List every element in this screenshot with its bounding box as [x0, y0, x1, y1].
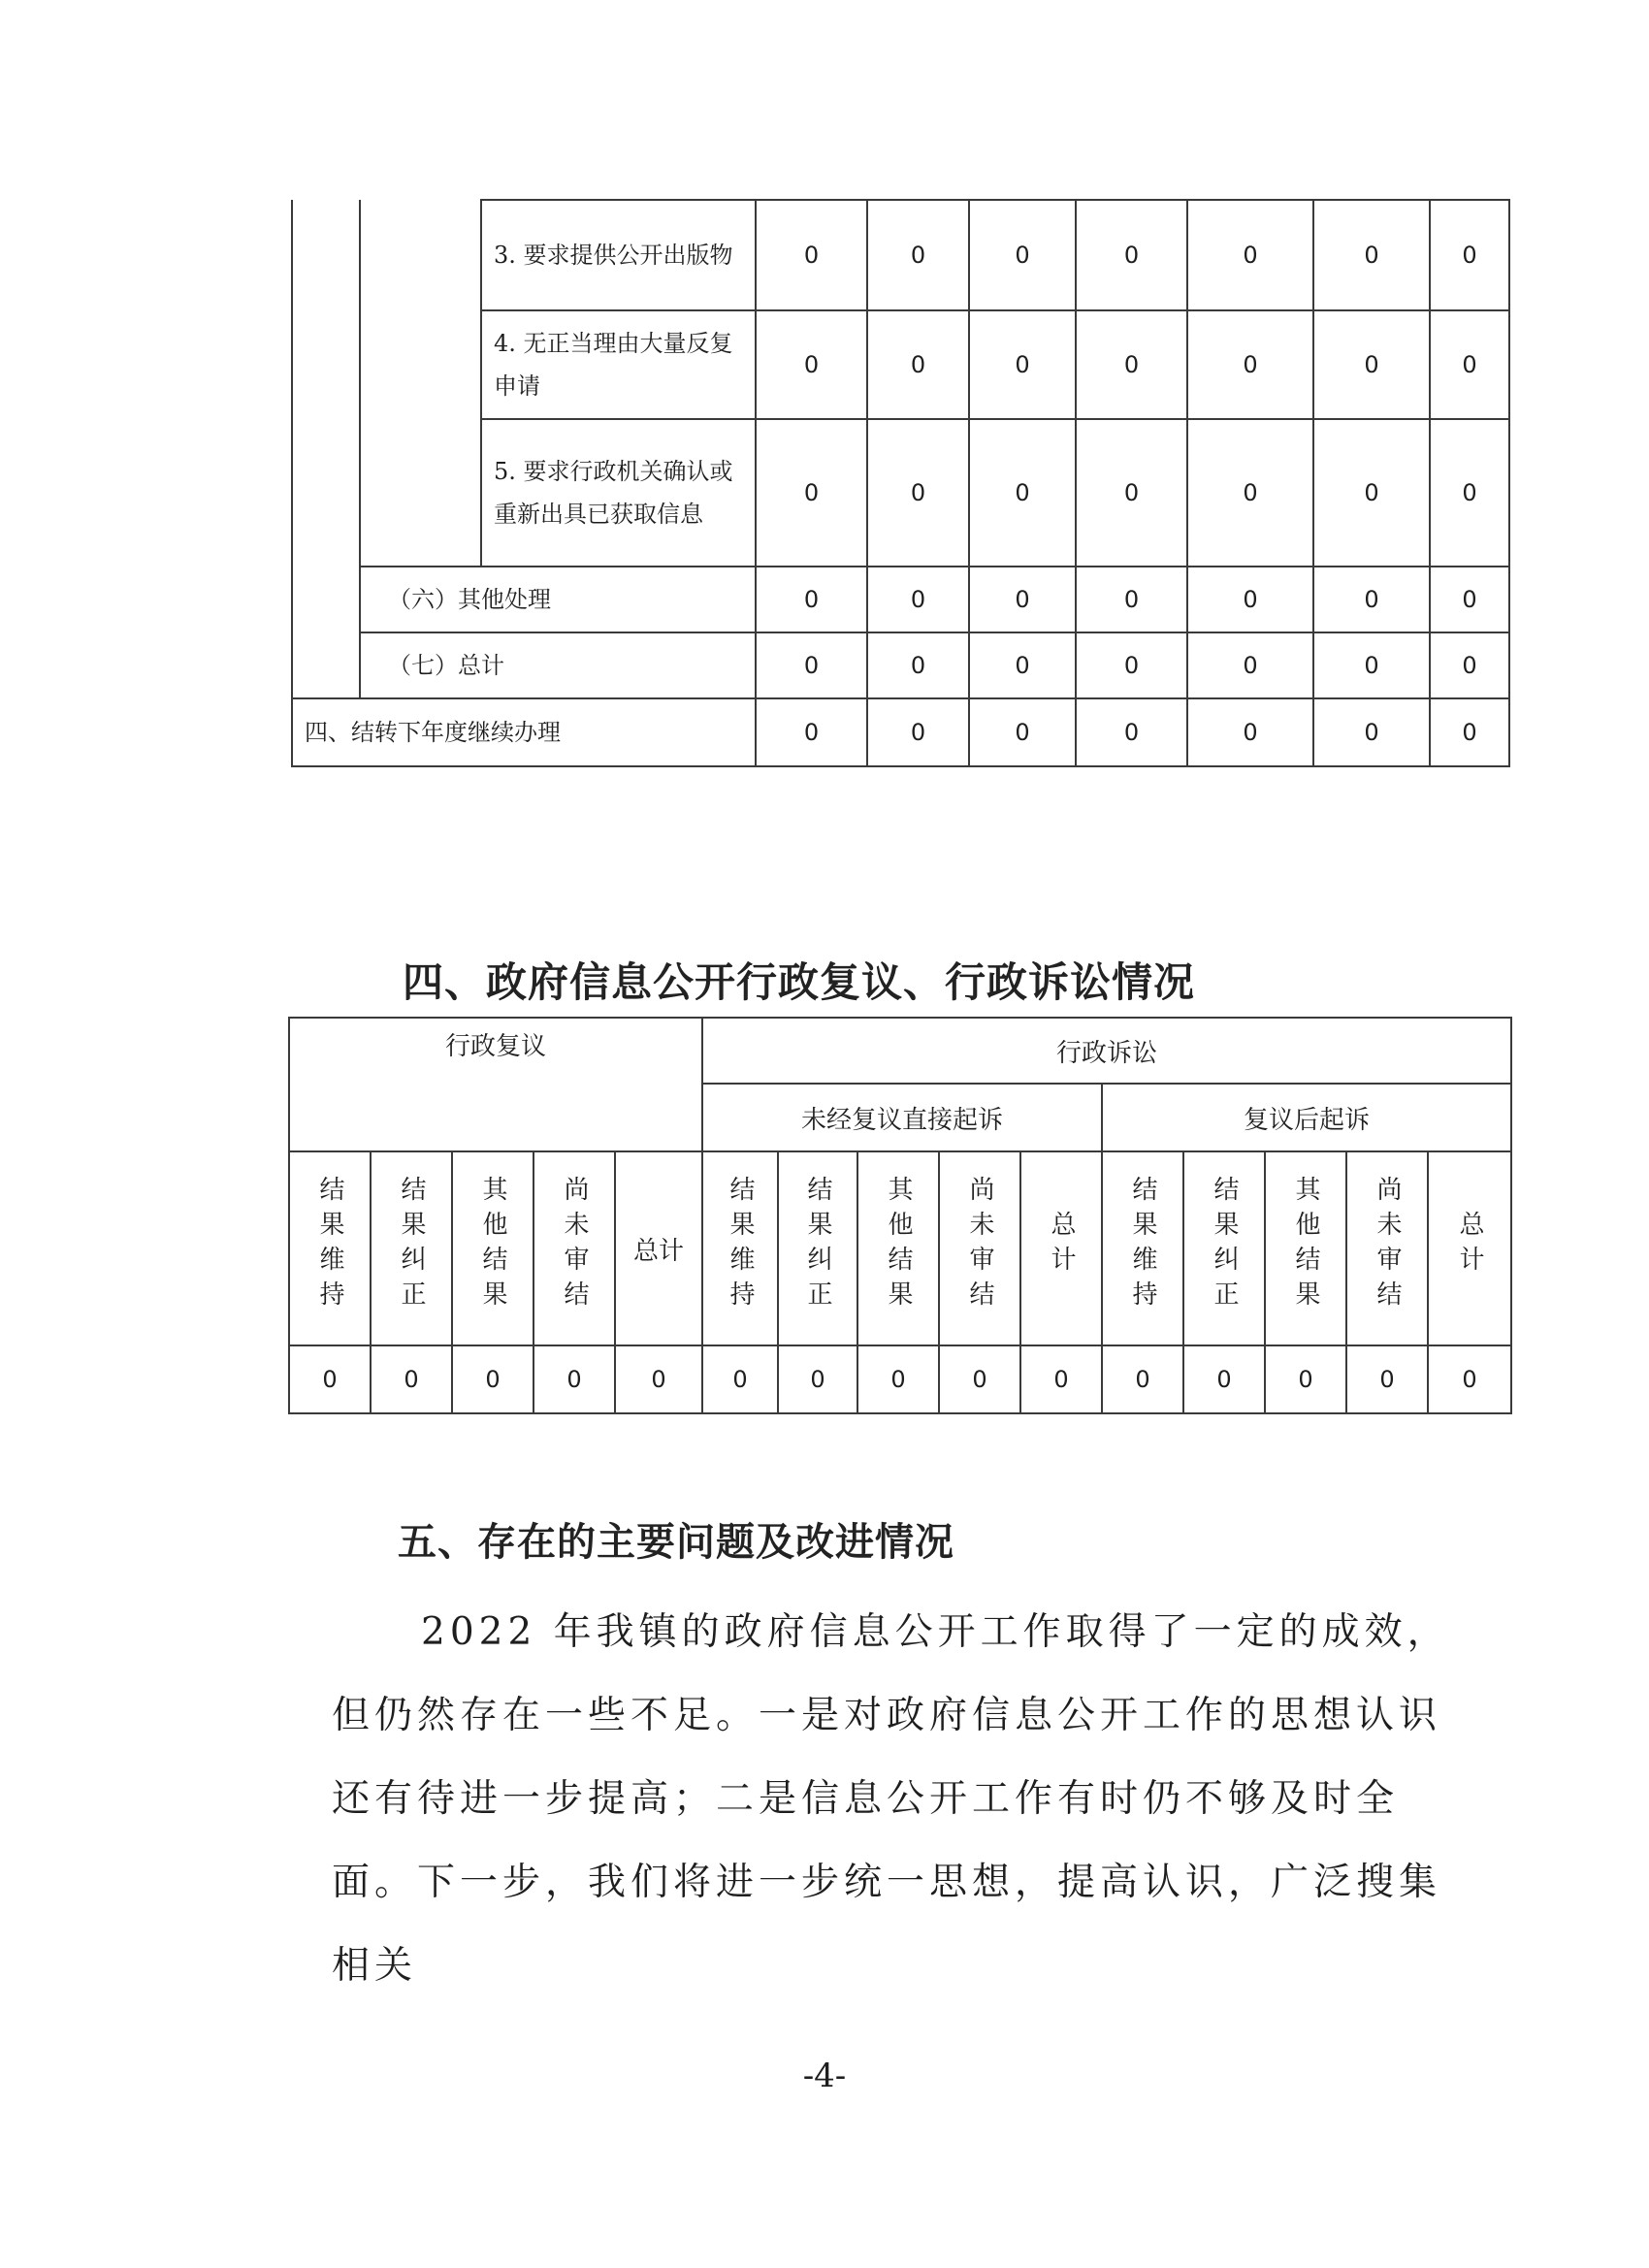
table-cell: 0: [1187, 200, 1313, 310]
col-header: 总计: [615, 1151, 702, 1345]
table-cell: 0: [1313, 567, 1430, 632]
row-label: 5. 要求行政机关确认或重新出具已获取信息: [481, 419, 756, 567]
row-label: 3. 要求提供公开出版物: [481, 200, 756, 310]
col-header: 结果维持: [702, 1151, 778, 1345]
table-cell: 0: [1265, 1345, 1346, 1413]
table-cell: 0: [969, 567, 1076, 632]
header-litigation: 行政诉讼: [702, 1018, 1511, 1084]
table-cell: 0: [702, 1345, 778, 1413]
row-label: （六）其他处理: [360, 567, 756, 632]
row-label: （七）总计: [360, 632, 756, 698]
table-cell: 0: [1428, 1345, 1511, 1413]
table-cell: 0: [778, 1345, 857, 1413]
table-cell: 0: [289, 1345, 371, 1413]
table-cell: 0: [1313, 419, 1430, 567]
table-cell: 0: [867, 567, 969, 632]
table-cell: 0: [756, 567, 867, 632]
table-cell: 0: [756, 419, 867, 567]
col-header: 尚未审结: [939, 1151, 1020, 1345]
table-row: [289, 1345, 1511, 1413]
col-header: 总计: [1020, 1151, 1102, 1345]
col-header: 结果维持: [1102, 1151, 1183, 1345]
table-cell: 0: [756, 200, 867, 310]
table-cell: 0: [939, 1345, 1020, 1413]
table-cell: 0: [1313, 632, 1430, 698]
table-row: [292, 632, 1509, 698]
table-cell: 0: [867, 698, 969, 766]
table-cell: 0: [969, 200, 1076, 310]
table-cell: 0: [1076, 310, 1187, 419]
col-header: 总计: [1428, 1151, 1511, 1345]
table-cell: 0: [867, 419, 969, 567]
table-row: [289, 1018, 1511, 1084]
col-header: 结果维持: [289, 1151, 371, 1345]
table-cell: 0: [756, 632, 867, 698]
table-cell: 0: [1076, 567, 1187, 632]
col-header: 结果纠正: [1183, 1151, 1265, 1345]
table-cell: 0: [1430, 310, 1509, 419]
table-cell: 0: [969, 632, 1076, 698]
paragraph-text: 2022 年我镇的政府信息公开工作取得了一定的成效，但仍然存在一些不足。一是对政府信息公开工作的思想认识还有待进一步提高；二是信息公开工作有时仍不够及时全面。下一步，我们将进一步统一思想，提高认识，广泛搜集相关: [332, 1610, 1450, 1988]
table-cell: 0: [1313, 310, 1430, 419]
table-cell: 0: [867, 200, 969, 310]
application-handling-table: [291, 199, 1510, 767]
col-header: 其他结果: [452, 1151, 534, 1345]
table-row: [292, 200, 1509, 310]
table-cell: 0: [867, 310, 969, 419]
section5-paragraph: [332, 1591, 1457, 2008]
table-cell: 0: [371, 1345, 452, 1413]
table-cell: 0: [1076, 632, 1187, 698]
table-cell: 0: [1430, 200, 1509, 310]
col-header: 其他结果: [1265, 1151, 1346, 1345]
col-header: 尚未审结: [534, 1151, 615, 1345]
table-cell: 0: [1430, 698, 1509, 766]
table-cell: 0: [1187, 567, 1313, 632]
table-cell: 0: [1346, 1345, 1428, 1413]
table-cell: 0: [756, 698, 867, 766]
table-cell: 0: [1430, 419, 1509, 567]
table-cell: 0: [1187, 698, 1313, 766]
table-cell: 0: [969, 698, 1076, 766]
table-cell: 0: [452, 1345, 534, 1413]
table-cell: 0: [1076, 200, 1187, 310]
table-cell: 0: [756, 310, 867, 419]
row-label: 四、结转下年度继续办理: [292, 698, 756, 766]
table-cell: 0: [1313, 200, 1430, 310]
reconsideration-litigation-table: [288, 1017, 1512, 1414]
table-cell: 0: [1430, 632, 1509, 698]
table-cell: 0: [1020, 1345, 1102, 1413]
section5-title: 五、存在的主要问题及改进情况: [398, 1520, 954, 1565]
table-cell: 0: [969, 310, 1076, 419]
col-header: 其他结果: [857, 1151, 939, 1345]
table-cell: 0: [1430, 567, 1509, 632]
col-header: 尚未审结: [1346, 1151, 1428, 1345]
row-label: 4. 无正当理由大量反复申请: [481, 310, 756, 419]
table-cell: 0: [969, 419, 1076, 567]
table-cell: [360, 200, 481, 567]
table-cell: 0: [1076, 419, 1187, 567]
table-cell: 0: [1313, 698, 1430, 766]
table-cell: 0: [857, 1345, 939, 1413]
header-reconsideration: 行政复议: [289, 1018, 702, 1151]
table-cell: 0: [1076, 698, 1187, 766]
table-cell: 0: [1183, 1345, 1265, 1413]
table-row: [292, 567, 1509, 632]
table-cell: 0: [1187, 632, 1313, 698]
table-row: [289, 1151, 1511, 1345]
page-number: -4-: [802, 2057, 847, 2095]
table-cell: 0: [534, 1345, 615, 1413]
section4-title: 四、政府信息公开行政复议、行政诉讼情况: [403, 958, 1196, 1006]
table-cell: 0: [867, 632, 969, 698]
table-cell: 0: [1102, 1345, 1183, 1413]
table-cell: [292, 200, 360, 698]
table-row: [292, 698, 1509, 766]
header-direct-suit: 未经复议直接起诉: [702, 1084, 1102, 1151]
table-cell: 0: [1187, 310, 1313, 419]
header-after-reconsideration: 复议后起诉: [1102, 1084, 1511, 1151]
col-header: 结果纠正: [371, 1151, 452, 1345]
table-cell: 0: [1187, 419, 1313, 567]
col-header: 结果纠正: [778, 1151, 857, 1345]
table-cell: 0: [615, 1345, 702, 1413]
